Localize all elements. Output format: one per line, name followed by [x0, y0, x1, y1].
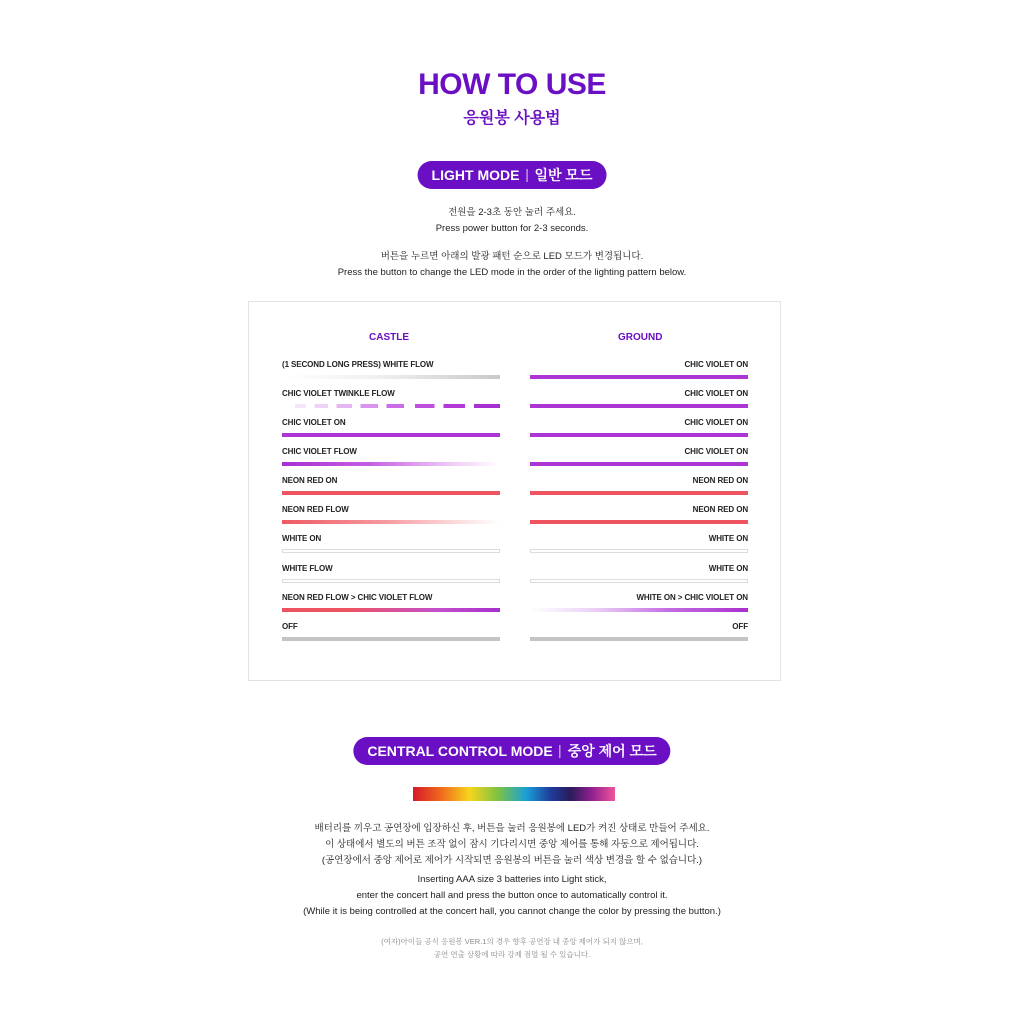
central-mode-instruction-en — [0, 872, 1024, 920]
pattern-label: WHITE ON — [708, 564, 748, 573]
instruction-en: Press power button for 2-3 seconds. — [435, 223, 589, 234]
instruction-line: enter the concert hall and press the button once to automatically control it. — [356, 890, 668, 901]
pattern-label: CHIC VIOLET FLOW — [282, 447, 357, 456]
pattern-label: NEON RED ON — [282, 476, 338, 485]
pattern-label: WHITE ON — [708, 534, 748, 543]
instruction-line: 배터리를 끼우고 공연장에 입장하신 후, 버튼을 눌러 응원봉에 LED가 켜진 상태로 만들어 주세요. — [314, 823, 710, 834]
ground-pattern-row — [530, 534, 748, 556]
light-pattern-bar — [530, 637, 748, 641]
ground-pattern-row — [530, 505, 748, 527]
pattern-label: CHIC VIOLET ON — [684, 418, 748, 427]
page-title: HOW TO USE — [418, 68, 606, 101]
central-mode-badge-ko: 중앙 제어 모드 — [567, 743, 657, 759]
light-pattern-bar — [282, 375, 500, 379]
pattern-label: NEON RED FLOW > CHIC VIOLET FLOW — [282, 593, 433, 602]
pattern-label: NEON RED FLOW — [282, 505, 349, 514]
light-pattern-bar — [530, 375, 748, 379]
light-mode-badge-en: LIGHT MODE — [431, 167, 520, 183]
light-pattern-bar — [282, 491, 500, 495]
rainbow-color-bar — [413, 787, 615, 801]
pattern-label: (1 SECOND LONG PRESS) WHITE FLOW — [282, 360, 434, 369]
light-pattern-bar — [530, 549, 748, 553]
footnote-line: (여자)아이들 공식 응원봉 VER.1의 경우 향후 공연장 내 중앙 제어가 되지 않으며, — [381, 937, 643, 946]
instruction-ko: 버튼을 누르면 아래의 발광 패턴 순으로 LED 모드가 변경됩니다. — [380, 251, 644, 262]
pattern-label: WHITE FLOW — [282, 564, 333, 573]
ground-pattern-row — [530, 418, 748, 440]
light-mode-badge — [418, 161, 607, 189]
castle-pattern-row — [282, 534, 500, 556]
pattern-label: CHIC VIOLET TWINKLE FLOW — [282, 389, 395, 398]
instruction-ko: 전원을 2-3초 동안 눌러 주세요. — [448, 207, 576, 218]
ground-pattern-row — [530, 593, 748, 615]
light-mode-badge-ko: 일반 모드 — [534, 167, 593, 183]
ground-pattern-row — [530, 447, 748, 469]
light-pattern-bar — [282, 404, 500, 408]
castle-pattern-row — [282, 564, 500, 586]
pattern-label: CHIC VIOLET ON — [684, 447, 748, 456]
light-pattern-bar — [530, 433, 748, 437]
instruction-line: (공연장에서 중앙 제어로 제어가 시작되면 응원봉의 버튼을 눌러 색상 변경을 할 수 없습니다.) — [321, 855, 703, 866]
instruction-line: (While it is being controlled at the concert hall, you cannot change the color by pressing the button.) — [303, 906, 721, 917]
light-mode-instruction-change — [0, 249, 1024, 281]
pattern-label: NEON RED ON — [692, 476, 748, 485]
castle-pattern-row — [282, 447, 500, 469]
footnote — [0, 935, 1024, 961]
ground-heading: GROUND — [618, 332, 663, 343]
light-pattern-bar — [282, 637, 500, 641]
pattern-label: CHIC VIOLET ON — [282, 418, 346, 427]
ground-pattern-row — [530, 622, 748, 644]
central-mode-instruction-ko — [0, 821, 1024, 869]
instruction-en: Press the button to change the LED mode in the order of the lighting pattern below. — [337, 267, 687, 278]
ground-pattern-row — [530, 564, 748, 586]
light-pattern-bar — [530, 491, 748, 495]
light-pattern-bar — [282, 579, 500, 583]
light-mode-instruction-power — [0, 205, 1024, 237]
pattern-label: WHITE ON — [282, 534, 322, 543]
light-pattern-bar — [282, 520, 500, 524]
pattern-label: NEON RED ON — [692, 505, 748, 514]
central-control-mode-badge — [353, 737, 670, 765]
pattern-label: OFF — [282, 622, 298, 631]
light-pattern-bar — [282, 608, 500, 612]
instruction-line: 이 상태에서 별도의 버튼 조작 없이 잠시 기다리시면 중앙 제어를 통해 자동으로 제어됩니다. — [325, 839, 699, 850]
castle-pattern-row — [282, 360, 500, 382]
badge-divider — [560, 745, 561, 758]
lighting-pattern-panel — [248, 301, 781, 681]
page-subtitle: 응원봉 사용법 — [463, 110, 561, 127]
ground-pattern-row — [530, 476, 748, 498]
instruction-line: Inserting AAA size 3 batteries into Light stick, — [417, 874, 607, 885]
castle-heading: CASTLE — [369, 332, 409, 343]
castle-pattern-row — [282, 505, 500, 527]
footnote-line: 공연 연출 상황에 따라 강제 점멸 될 수 있습니다. — [433, 950, 591, 959]
light-pattern-bar — [282, 549, 500, 553]
light-pattern-bar — [282, 433, 500, 437]
castle-pattern-row — [282, 418, 500, 440]
castle-pattern-row — [282, 622, 500, 644]
pattern-label: WHITE ON > CHIC VIOLET ON — [636, 593, 748, 602]
light-pattern-bar — [530, 608, 748, 612]
castle-pattern-row — [282, 476, 500, 498]
pattern-label: OFF — [732, 622, 748, 631]
light-pattern-bar — [282, 462, 500, 466]
ground-pattern-row — [530, 360, 748, 382]
light-pattern-bar — [530, 404, 748, 408]
ground-pattern-row — [530, 389, 748, 411]
light-pattern-bar — [530, 520, 748, 524]
light-pattern-bar — [530, 462, 748, 466]
castle-pattern-row — [282, 593, 500, 615]
light-pattern-bar — [530, 579, 748, 583]
castle-pattern-row — [282, 389, 500, 411]
pattern-label: CHIC VIOLET ON — [684, 389, 748, 398]
badge-divider — [526, 169, 527, 182]
pattern-label: CHIC VIOLET ON — [684, 360, 748, 369]
central-mode-badge-en: CENTRAL CONTROL MODE — [367, 743, 553, 759]
